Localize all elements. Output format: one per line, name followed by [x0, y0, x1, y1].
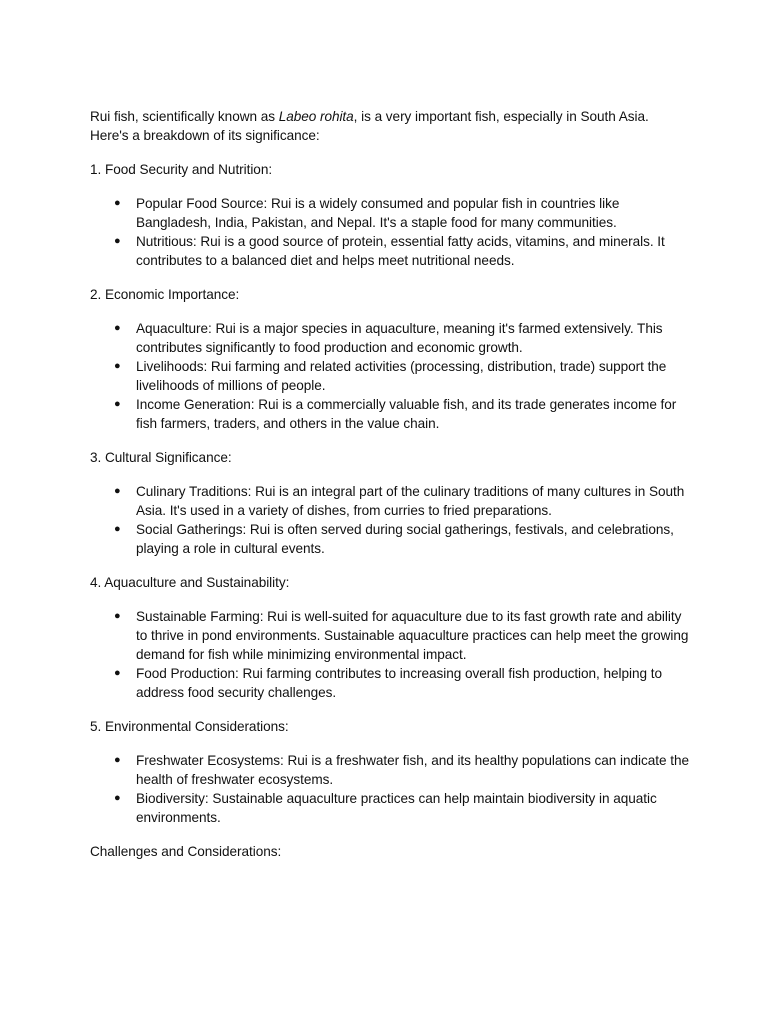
species-name: Labeo rohita [278, 109, 354, 124]
bullet-icon: ● [114, 667, 121, 679]
intro-prefix: Rui fish, scientifically known as [90, 109, 279, 124]
list-item [90, 482, 690, 520]
list-item-text: Biodiversity: Sustainable aquaculture practices can help maintain biodiversity in aquatic environments. [136, 791, 657, 825]
bullet-list [90, 319, 690, 433]
section-heading: 3. Cultural Significance: [90, 450, 232, 465]
bullet-icon: ● [114, 523, 121, 535]
list-item-text: Income Generation: Rui is a commercially valuable fish, and its trade generates income for fish farmers, traders, and others in the value chain. [136, 397, 677, 431]
list-item-text: Aquaculture: Rui is a major species in aquaculture, meaning it's farmed extensively. This contributes significantly to food production and economic growth. [136, 321, 663, 355]
intro-paragraph [90, 107, 690, 145]
list-item [90, 357, 690, 395]
section-heading: 5. Environmental Considerations: [90, 719, 289, 734]
bullet-list [90, 194, 690, 270]
list-item [90, 664, 690, 702]
list-item [90, 395, 690, 433]
section-heading: 4. Aquaculture and Sustainability: [90, 575, 290, 590]
bullet-icon: ● [114, 197, 121, 209]
closing-heading: Challenges and Considerations: [90, 844, 282, 859]
bullet-icon: ● [114, 754, 121, 766]
section-heading: 1. Food Security and Nutrition: [90, 162, 273, 177]
bullet-icon: ● [114, 360, 121, 372]
list-item-text: Freshwater Ecosystems: Rui is a freshwater fish, and its healthy populations can indicate the health of freshwater ecosystems. [136, 753, 689, 787]
bullet-icon: ● [114, 398, 121, 410]
intro-suffix: , is a very important fish, especially in South Asia. Here's a breakdown of its significance: [90, 109, 649, 143]
list-item [90, 520, 690, 558]
bullet-icon: ● [114, 322, 121, 334]
list-item [90, 607, 690, 664]
bullet-list [90, 482, 690, 558]
list-item [90, 232, 690, 270]
list-item-text: Popular Food Source: Rui is a widely consumed and popular fish in countries like Bangladesh, India, Pakistan, and Nepal. It's a staple food for many communities. [136, 196, 620, 230]
list-item-text: Culinary Traditions: Rui is an integral part of the culinary traditions of many cultures in South Asia. It's used in a variety of dishes, from curries to fried preparations. [136, 484, 685, 518]
sections-container [90, 160, 690, 827]
bullet-list [90, 607, 690, 702]
list-item-text: Nutritious: Rui is a good source of protein, essential fatty acids, vitamins, and minerals. It contributes to a balanced diet and helps meet nutritional needs. [136, 234, 665, 268]
bullet-icon: ● [114, 485, 121, 497]
bullet-list [90, 751, 690, 827]
list-item [90, 319, 690, 357]
bullet-icon: ● [114, 610, 121, 622]
bullet-icon: ● [114, 792, 121, 804]
document-page [90, 107, 690, 861]
list-item [90, 194, 690, 232]
list-item [90, 751, 690, 789]
list-item [90, 789, 690, 827]
bullet-icon: ● [114, 235, 121, 247]
list-item-text: Sustainable Farming: Rui is well-suited for aquaculture due to its fast growth rate and ability to thrive in pond environments. Sustainable aquaculture practices can help meet the growing demand for fish while minimizing environmental impact. [136, 609, 689, 662]
list-item-text: Social Gatherings: Rui is often served during social gatherings, festivals, and celebrations, playing a role in cultural events. [136, 522, 674, 556]
section-heading: 2. Economic Importance: [90, 287, 240, 302]
list-item-text: Food Production: Rui farming contributes to increasing overall fish production, helping to address food security challenges. [136, 666, 662, 700]
list-item-text: Livelihoods: Rui farming and related activities (processing, distribution, trade) support the livelihoods of millions of people. [136, 359, 667, 393]
